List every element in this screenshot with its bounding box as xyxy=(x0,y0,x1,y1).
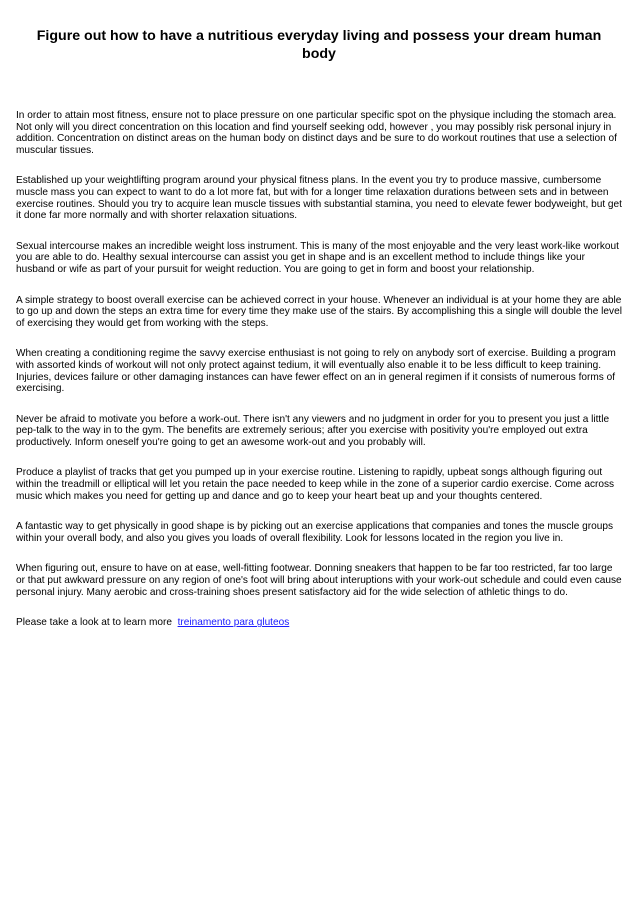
paragraph-1: In order to attain most fitness, ensure not to place pressure on one particular specific spot on the physique including the stomach area. Not only will you direct concentration on this location and find yourself seeking odd, however , you may possibly risk personal injury in addition. Concentration on distinct areas on the human body on distinct days and be sure to do workout routines that use a selection of muscular tissues. xyxy=(16,110,617,156)
article-body xyxy=(16,110,624,648)
paragraph-5: When creating a conditioning regime the savvy exercise enthusiast is not going to rely on anybody sort of exercise. Building a program with assorted kinds of workout will not only protect against tedium, it will eventually also enable it to be less difficult to keep training. Injuries, devices failure or other damaging instances can have fewer effect on an in general regimen if it consists of numerous forms of exercising. xyxy=(16,348,616,395)
treinamento-link[interactable]: treinamento para gluteos xyxy=(177,617,290,629)
paragraph-2: Established up your weightlifting program around your physical fitness plans. In the event you try to produce massive, cumbersome muscle mass you can expect to want to do a lot more fat, but with for a longer time relaxation durations between sets and in between exercise routines. Should you try to acquire lean muscle tissues with substantial stamina, you need to elevate fewer bodyweight, but get it done far more normally and with shorter relaxation situations. xyxy=(16,175,622,222)
paragraph-8: A fantastic way to get physically in good shape is by picking out an exercise applications that companies and tones the muscle groups within your overall body, and also you gives you loads of overall flexibility. Look for lessons located in the region you live in. xyxy=(16,521,613,544)
paragraph-9: When figuring out, ensure to have on at ease, well-fitting footwear. Donning sneakers that happen to be far too restricted, far too large or that put awkward pressure on any region of one's foot will bring about interuptions with your work-out schedule and could even cause personal injury. Many aerobic and cross-training shoes present satisfactory aid for the wide selection of athletic things to do. xyxy=(16,563,622,598)
paragraph-7: Produce a playlist of tracks that get you pumped up in your exercise routine. Listening to rapidly, upbeat songs although figuring out within the treadmill or elliptical will let you retain the pace needed to keep while in the zone of a superior cardio exercise. Come across music which makes you need for getting up and dance and go to keep your heart beat up and your thoughts centered. xyxy=(16,467,615,502)
paragraph-3: Sexual intercourse makes an incredible weight loss instrument. This is many of the most enjoyable and the very least work-like workout you are able to do. Healthy sexual intercourse can assist you get in shape and is an excellent method to include things like your husband or wife as part of your pursuit for weight reduction. You are going to get in form and boost your relationship. xyxy=(16,240,619,275)
paragraph-6: Never be afraid to motivate you before a work-out. There isn't any viewers and no judgment in order for you to present you just a little pep-talk to the way in to the gym. The benefits are extremely serious; after you exercise with positivity you're employed out extra productively. Inform oneself you're going to get an awesome work-out and you probably will. xyxy=(16,413,610,448)
closing-paragraph xyxy=(16,617,624,629)
paragraph-4: A simple strategy to boost overall exercise can be achieved correct in your house. Whenever an individual is at your home they are able to go up and down the steps an extra time for every time they make use of the stairs. By accomplishing this a single will double the level of exercising they would get from working with the steps. xyxy=(16,294,622,329)
closing-text: Please take a look at to learn more xyxy=(16,617,172,629)
page-title: Figure out how to have a nutritious everyday living and possess your dream human body xyxy=(36,28,602,62)
